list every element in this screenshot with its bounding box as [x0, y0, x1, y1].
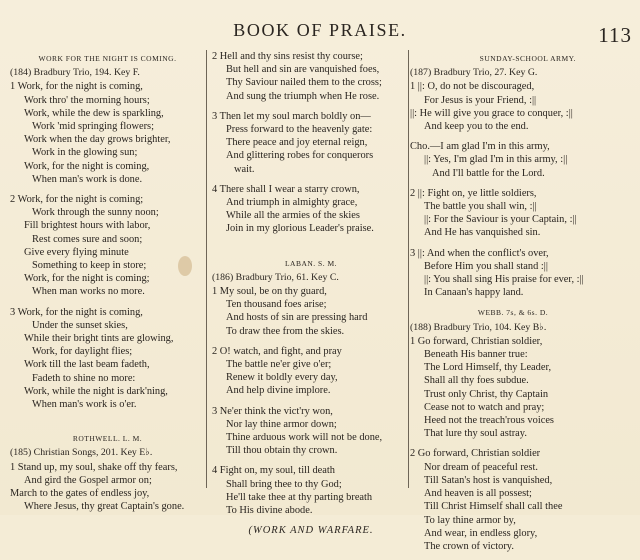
- verse-line: Till Satan's host is vanquished,: [424, 474, 553, 486]
- verse-line: Shall bring thee to thy God;: [226, 478, 342, 490]
- verse-line: He'll take thee at thy parting breath: [226, 491, 373, 503]
- verse-line: When man works no more.: [32, 286, 145, 298]
- stanza: [212, 405, 410, 458]
- stanza: [410, 187, 616, 240]
- verse-line: Work, for the night is coming,: [24, 160, 150, 172]
- verse-line: Give every flying minute: [24, 246, 129, 258]
- verse-line: ||: Yes, I'm glad I'm in this army, :||: [424, 154, 568, 166]
- verse-line: 2 Work, for the night is coming;: [10, 194, 144, 206]
- verse-line: 2 Go forward, Christian soldier: [410, 448, 541, 460]
- page-number: 113: [598, 23, 632, 47]
- verse-line: Work, while the dew is sparkling,: [24, 107, 164, 119]
- verse-line: And He has vanquished sin.: [424, 227, 541, 239]
- verse-line: Nor lay thine armor down;: [226, 418, 337, 430]
- running-title: BOOK OF PRAISE.: [233, 20, 407, 40]
- verse-line: And hosts of sin are pressing hard: [226, 312, 368, 324]
- stanza: [212, 345, 410, 398]
- verse-line: To lay thine armor by,: [424, 514, 516, 526]
- verse-line: wait.: [234, 163, 255, 175]
- verse-line: 3 Work, for the night is coming,: [10, 306, 143, 318]
- hymn-heading: (184) Bradbury Trio, 194. Key F.: [10, 67, 140, 79]
- verse-line: ||: You shall sing His praise for ever, :||: [424, 274, 584, 286]
- verse-line: Cho.—I am glad I'm in this army,: [410, 141, 550, 153]
- stanza: [212, 183, 410, 236]
- verse-line: In Canaan's happy land.: [424, 287, 524, 299]
- verse-line: Nor dream of peaceful rest.: [424, 461, 538, 473]
- verse-line: The battle you shall win, :||: [424, 201, 537, 213]
- stanza: [212, 285, 410, 338]
- tune-name: SUNDAY-SCHOOL ARMY.: [479, 54, 576, 63]
- chorus: [410, 140, 616, 180]
- tune-name: WEBB. 7s, & 6s. D.: [477, 308, 549, 318]
- verse-line: And help divine implore.: [226, 385, 331, 397]
- verse-line: While their bright tints are glowing,: [24, 333, 174, 345]
- verse-line: There peace and joy eternal reign,: [226, 137, 368, 149]
- stanza: [410, 247, 616, 300]
- verse-line: Ten thousand foes arise;: [226, 299, 327, 311]
- verse-line: 1 Stand up, my soul, shake off thy fears,: [10, 461, 178, 473]
- verse-line: Trust only Christ, thy Captain: [424, 388, 549, 400]
- column-right: [410, 50, 616, 560]
- verse-line: ||: He will give you grace to conquer, :||: [410, 107, 573, 119]
- verse-line: Press forward to the heavenly gate:: [226, 124, 373, 136]
- verse-line: 3 Ne'er think the vict'ry won,: [212, 405, 333, 417]
- verse-line: 4 Fight on, my soul, till death: [212, 465, 335, 477]
- verse-line: Rest comes sure and soon;: [32, 233, 143, 245]
- stanza: [10, 306, 205, 412]
- verse-line: Thine arduous work will not be done,: [226, 432, 383, 444]
- verse-line: 2 O! watch, and fight, and pray: [212, 345, 342, 357]
- verse-line: But hell and sin are vanquished foes,: [226, 64, 380, 76]
- verse-line: Cease not to watch and pray;: [424, 401, 545, 413]
- tune-name: WORK FOR THE NIGHT IS COMING.: [38, 54, 177, 63]
- verse-line: 4 There shall I wear a starry crown,: [212, 183, 360, 195]
- stanza: [410, 80, 616, 133]
- verse-line: 1 ||: O, do not be discouraged,: [410, 81, 535, 93]
- tune-name: LABAN. S. M.: [284, 258, 338, 268]
- verse-line: Heed not the treach'rous voices: [424, 415, 554, 427]
- verse-line: Shall all thy foes subdue.: [424, 375, 529, 387]
- verse-line: Work, for the night is coming;: [24, 273, 150, 285]
- verse-line: The crown of victory.: [424, 540, 514, 552]
- stanza: [10, 80, 205, 186]
- hymn-heading: (187) Bradbury Trio, 27. Key G.: [410, 67, 538, 79]
- verse-line: Work, for daylight flies;: [32, 346, 133, 358]
- verse-line: And keep you to the end.: [424, 121, 529, 133]
- stanza: [10, 461, 205, 514]
- column-left: [10, 50, 205, 521]
- verse-line: To His divine abode.: [226, 505, 313, 517]
- verse-line: ||: For the Saviour is your Captain, :||: [424, 214, 577, 226]
- verse-line: Something to keep in store;: [32, 260, 147, 272]
- verse-line: And glittering robes for conquerors: [226, 150, 374, 162]
- verse-line: 2 ||: Fight on, ye little soldiers,: [410, 187, 537, 199]
- verse-line: 1 Go forward, Christian soldier,: [410, 335, 543, 347]
- stanza: [212, 110, 410, 176]
- verse-line: While all the armies of the skies: [226, 210, 360, 222]
- verse-line: Thy Saviour nailed them to the cross;: [226, 77, 382, 89]
- stanza: [410, 335, 616, 441]
- verse-line: And triumph in almighty grace,: [226, 197, 358, 209]
- stanza: [10, 193, 205, 299]
- column-middle: [212, 50, 410, 538]
- verse-line: To draw thee from the skies.: [226, 325, 345, 337]
- verse-line: Fill brightest hours with labor,: [24, 220, 151, 232]
- stanza: [212, 464, 410, 517]
- verse-line: Renew it boldly every day,: [226, 372, 338, 384]
- verse-line: Join in my glorious Leader's praise.: [226, 223, 374, 235]
- section-footer: (WORK AND WARFARE.: [248, 525, 374, 537]
- verse-line: The Lord Himself, thy Leader,: [424, 362, 552, 374]
- verse-line: Fadeth to shine no more:: [32, 372, 136, 384]
- hymn-heading: (188) Bradbury Trio, 104. Key B♭.: [410, 321, 547, 333]
- verse-line: Before Him you shall stand :||: [424, 260, 548, 272]
- verse-line: And heaven is all possest;: [424, 488, 532, 500]
- verse-line: Work 'mid springing flowers;: [32, 121, 154, 133]
- hymn-heading: (185) Christian Songs, 201. Key E♭.: [10, 447, 153, 459]
- verse-line: Under the sunset skies,: [32, 319, 128, 331]
- verse-line: When man's work is done.: [32, 173, 143, 185]
- stanza: [212, 50, 410, 103]
- verse-line: The battle ne'er give o'er;: [226, 359, 332, 371]
- verse-line: Work till the last beam fadeth,: [24, 359, 150, 371]
- column-divider: [206, 50, 207, 488]
- verse-line: And gird the Gospel armor on;: [24, 474, 152, 486]
- verse-line: Work when the day grows brighter,: [24, 134, 171, 146]
- verse-line: Work, while the night is dark'ning,: [24, 385, 168, 397]
- verse-line: And sung the triumph when He rose.: [226, 90, 380, 102]
- verse-line: Work thro' the morning hours;: [24, 94, 150, 106]
- verse-line: That lure thy soul astray.: [424, 428, 527, 440]
- page-header: [0, 16, 640, 46]
- verse-line: March to the gates of endless joy,: [10, 488, 150, 500]
- verse-line: 1 My soul, be on thy guard,: [212, 286, 327, 298]
- tune-name: ROTHWELL. L. M.: [72, 434, 143, 444]
- verse-line: Where Jesus, thy great Captain's gone.: [24, 501, 185, 513]
- verse-line: Work through the sunny noon;: [32, 207, 159, 219]
- verse-line: And I'll battle for the Lord.: [432, 167, 545, 179]
- stanza: [410, 447, 616, 553]
- hymn-heading: (186) Bradbury Trio, 61. Key C.: [212, 271, 339, 283]
- verse-line: Work in the glowing sun;: [32, 147, 138, 159]
- verse-line: And wear, in endless glory,: [424, 527, 538, 539]
- verse-line: 2 Hell and thy sins resist thy course;: [212, 51, 363, 62]
- verse-line: 1 Work, for the night is coming,: [10, 81, 143, 93]
- verse-line: Till thou obtain thy crown.: [226, 445, 338, 457]
- verse-line: For Jesus is your Friend, :||: [424, 94, 537, 106]
- verse-line: Till Christ Himself shall call thee: [424, 501, 563, 513]
- verse-line: 3 ||: And when the conflict's over,: [410, 247, 549, 259]
- verse-line: Beneath His banner true:: [424, 349, 528, 361]
- verse-line: When man's work is o'er.: [32, 399, 137, 411]
- verse-line: 3 Then let my soul march boldly on—: [212, 110, 371, 122]
